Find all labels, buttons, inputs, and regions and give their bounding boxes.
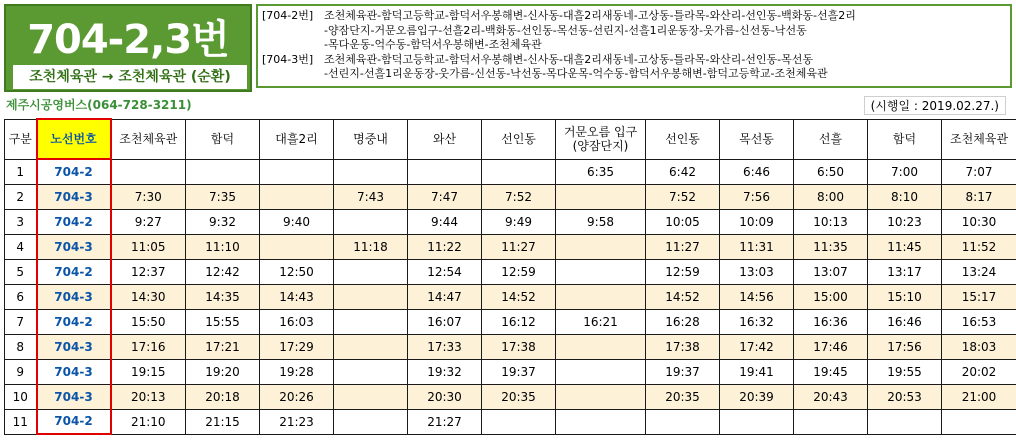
departure-time-cell: 17:42 (720, 334, 794, 359)
route-number-cell: 704-3 (37, 234, 111, 259)
departure-time-cell: 20:30 (408, 384, 482, 409)
col-header-stop: 선인동 (482, 119, 556, 159)
col-header-stop: 대흘2리 (260, 119, 334, 159)
departure-time-cell (556, 334, 646, 359)
route-stops-line: -양잠단지-거문오름입구-선흘2리-백화동-선인동-목선동-선린지-선흘1리운동장-웃가름-신선동-낙선동 (324, 23, 807, 37)
departure-time-cell: 12:59 (482, 259, 556, 284)
departure-time-cell: 13:03 (720, 259, 794, 284)
departure-time-cell: 6:46 (720, 159, 794, 184)
route-title-box (4, 4, 252, 92)
departure-time-cell (334, 159, 408, 184)
departure-time-cell (260, 159, 334, 184)
departure-time-cell (334, 409, 408, 434)
departure-time-cell: 15:00 (794, 284, 868, 309)
departure-time-cell (794, 409, 868, 434)
departure-time-cell: 16:28 (646, 309, 720, 334)
departure-time-cell: 14:47 (408, 284, 482, 309)
table-row (5, 284, 1016, 309)
departure-time-cell (334, 209, 408, 234)
departure-time-cell: 17:21 (186, 334, 260, 359)
departure-time-cell: 11:22 (408, 234, 482, 259)
departure-time-cell: 14:35 (186, 284, 260, 309)
departure-time-cell: 14:43 (260, 284, 334, 309)
departure-time-cell: 8:10 (868, 184, 942, 209)
row-index: 7 (5, 309, 37, 334)
departure-time-cell: 17:56 (868, 334, 942, 359)
departure-time-cell: 15:50 (111, 309, 186, 334)
departure-time-cell: 9:44 (408, 209, 482, 234)
col-header-stop: 명중내 (334, 119, 408, 159)
departure-time-cell (556, 184, 646, 209)
departure-time-cell: 10:05 (646, 209, 720, 234)
departure-time-cell (556, 359, 646, 384)
departure-time-cell: 12:50 (260, 259, 334, 284)
departure-time-cell: 9:32 (186, 209, 260, 234)
departure-time-cell: 16:53 (942, 309, 1016, 334)
departure-time-cell: 11:31 (720, 234, 794, 259)
col-header-stop: 함덕 (186, 119, 260, 159)
departure-time-cell: 12:42 (186, 259, 260, 284)
departure-time-cell: 9:58 (556, 209, 646, 234)
row-index: 2 (5, 184, 37, 209)
departure-time-cell (942, 409, 1016, 434)
departure-time-cell: 11:52 (942, 234, 1016, 259)
departure-time-cell: 19:37 (646, 359, 720, 384)
departure-time-cell: 7:52 (646, 184, 720, 209)
row-index: 10 (5, 384, 37, 409)
departure-time-cell: 17:33 (408, 334, 482, 359)
departure-time-cell: 17:46 (794, 334, 868, 359)
bus-company: 제주시공영버스(064-728-3211) (6, 98, 192, 112)
departure-time-cell: 21:00 (942, 384, 1016, 409)
departure-time-cell: 11:10 (186, 234, 260, 259)
departure-time-cell: 21:27 (408, 409, 482, 434)
table-row (5, 259, 1016, 284)
departure-time-cell (334, 309, 408, 334)
departure-time-cell: 14:52 (482, 284, 556, 309)
departure-time-cell: 7:35 (186, 184, 260, 209)
departure-time-cell (556, 259, 646, 284)
departure-time-cell: 20:43 (794, 384, 868, 409)
departure-time-cell: 20:26 (260, 384, 334, 409)
departure-time-cell: 14:56 (720, 284, 794, 309)
row-index: 3 (5, 209, 37, 234)
departure-time-cell: 13:24 (942, 259, 1016, 284)
col-header-stop-line: 거문오름 입구 (563, 125, 638, 139)
table-row (5, 409, 1016, 434)
departure-time-cell: 11:45 (868, 234, 942, 259)
row-index: 5 (5, 259, 37, 284)
route-stops-line: -선린지-선흘1리운동장-웃가름-신선동-낙선동-목다운목-억수동-함덕서우봉해변-함덕고등학교-조천체육관 (324, 67, 828, 80)
departure-time-cell: 7:47 (408, 184, 482, 209)
departure-time-cell: 16:12 (482, 309, 556, 334)
departure-time-cell: 7:56 (720, 184, 794, 209)
departure-time-cell: 8:00 (794, 184, 868, 209)
departure-time-cell: 20:02 (942, 359, 1016, 384)
departure-time-cell: 19:37 (482, 359, 556, 384)
col-header-idx: 구분 (5, 119, 37, 159)
departure-time-cell: 16:36 (794, 309, 868, 334)
route-stops-line: 조천체육관-함덕고등학교-함덕서우봉해변-신사동-대흘2리새동네-고상동-틀라목-와산리-선인동-목선동 (324, 52, 814, 66)
table-row (5, 234, 1016, 259)
effective-date: (시행일 : 2019.02.27.) (864, 96, 1006, 115)
departure-time-cell: 15:55 (186, 309, 260, 334)
departure-time-cell (408, 159, 482, 184)
departure-time-cell (556, 409, 646, 434)
route-number-cell: 704-3 (37, 384, 111, 409)
departure-time-cell: 19:20 (186, 359, 260, 384)
route-704-2-info (262, 9, 1006, 53)
route-stops (324, 53, 1006, 82)
col-header-stop: 조천체육관 (111, 119, 186, 159)
departure-time-cell: 13:17 (868, 259, 942, 284)
departure-time-cell: 16:21 (556, 309, 646, 334)
route-number-cell: 704-3 (37, 334, 111, 359)
departure-time-cell: 17:16 (111, 334, 186, 359)
departure-time-cell (334, 259, 408, 284)
departure-time-cell: 20:35 (646, 384, 720, 409)
departure-time-cell: 20:18 (186, 384, 260, 409)
col-header-stop: 목선동 (720, 119, 794, 159)
departure-time-cell: 16:03 (260, 309, 334, 334)
table-row (5, 384, 1016, 409)
departure-time-cell: 14:52 (646, 284, 720, 309)
departure-time-cell: 10:23 (868, 209, 942, 234)
departure-time-cell: 9:49 (482, 209, 556, 234)
route-stops-line: 조천체육관-함덕고등학교-함덕서우봉해변-신사동-대흘2리새동네-고상동-틀라목-와산리-선인동-백화동-선흘2리 (324, 9, 856, 22)
departure-time-cell: 20:53 (868, 384, 942, 409)
departure-time-cell: 19:55 (868, 359, 942, 384)
col-header-stop (556, 119, 646, 159)
departure-time-cell: 6:42 (646, 159, 720, 184)
timetable-body (5, 159, 1016, 434)
departure-time-cell (334, 359, 408, 384)
departure-time-cell: 16:07 (408, 309, 482, 334)
departure-time-cell (720, 409, 794, 434)
departure-time-cell: 15:17 (942, 284, 1016, 309)
departure-time-cell: 18:03 (942, 334, 1016, 359)
timetable (4, 118, 1016, 435)
departure-time-cell: 21:23 (260, 409, 334, 434)
departure-time-cell: 11:05 (111, 234, 186, 259)
row-index: 6 (5, 284, 37, 309)
departure-time-cell: 11:35 (794, 234, 868, 259)
table-row (5, 359, 1016, 384)
route-stops (324, 9, 1006, 53)
departure-time-cell: 9:40 (260, 209, 334, 234)
departure-time-cell: 7:43 (334, 184, 408, 209)
departure-time-cell (334, 384, 408, 409)
departure-time-cell: 16:46 (868, 309, 942, 334)
departure-time-cell (556, 384, 646, 409)
departure-time-cell: 16:32 (720, 309, 794, 334)
departure-time-cell (186, 159, 260, 184)
departure-time-cell: 12:59 (646, 259, 720, 284)
table-row (5, 184, 1016, 209)
departure-time-cell: 11:27 (646, 234, 720, 259)
col-header-stop: 와산 (408, 119, 482, 159)
departure-time-cell: 20:39 (720, 384, 794, 409)
departure-time-cell: 6:35 (556, 159, 646, 184)
row-index: 11 (5, 409, 37, 434)
departure-time-cell: 7:00 (868, 159, 942, 184)
departure-time-cell: 8:17 (942, 184, 1016, 209)
departure-time-cell: 6:50 (794, 159, 868, 184)
departure-time-cell (334, 334, 408, 359)
departure-time-cell: 20:13 (111, 384, 186, 409)
row-index: 1 (5, 159, 37, 184)
departure-time-cell: 11:27 (482, 234, 556, 259)
departure-time-cell (482, 159, 556, 184)
departure-time-cell: 12:37 (111, 259, 186, 284)
col-header-stop: 선인동 (646, 119, 720, 159)
table-header-row (5, 119, 1016, 159)
departure-time-cell: 19:15 (111, 359, 186, 384)
departure-time-cell: 20:35 (482, 384, 556, 409)
route-number-cell: 704-2 (37, 159, 111, 184)
col-header-route: 노선번호 (37, 119, 111, 159)
departure-time-cell: 7:30 (111, 184, 186, 209)
departure-time-cell: 21:10 (111, 409, 186, 434)
route-stop-description (256, 4, 1012, 88)
departure-time-cell: 17:29 (260, 334, 334, 359)
departure-time-cell: 19:32 (408, 359, 482, 384)
row-index: 8 (5, 334, 37, 359)
departure-time-cell (556, 284, 646, 309)
row-index: 9 (5, 359, 37, 384)
departure-time-cell (646, 409, 720, 434)
departure-time-cell: 15:10 (868, 284, 942, 309)
departure-time-cell: 21:15 (186, 409, 260, 434)
route-number-cell: 704-3 (37, 359, 111, 384)
departure-time-cell: 19:28 (260, 359, 334, 384)
departure-time-cell (556, 234, 646, 259)
departure-time-cell: 10:13 (794, 209, 868, 234)
col-header-stop: 선흘 (794, 119, 868, 159)
departure-time-cell: 19:41 (720, 359, 794, 384)
route-number-cell: 704-2 (37, 259, 111, 284)
table-row (5, 309, 1016, 334)
col-header-stop-line: (양잠단지) (572, 139, 629, 153)
departure-time-cell: 17:38 (646, 334, 720, 359)
col-header-stop: 조천체육관 (942, 119, 1016, 159)
departure-time-cell (334, 284, 408, 309)
departure-time-cell: 12:54 (408, 259, 482, 284)
route-number-title: 704-2,3번 (27, 17, 229, 63)
route-stops-line: -목다운동-억수동-함덕서우봉해변-조천체육관 (324, 38, 542, 51)
route-tag: [704-3번] (262, 52, 314, 66)
route-direction: 조천체육관 → 조천체육관 (순환) (12, 64, 248, 90)
departure-time-cell: 19:45 (794, 359, 868, 384)
departure-time-cell (111, 159, 186, 184)
table-row (5, 334, 1016, 359)
route-tag: [704-2번] (262, 9, 314, 22)
departure-time-cell (260, 234, 334, 259)
departure-time-cell: 9:27 (111, 209, 186, 234)
route-number-cell: 704-3 (37, 284, 111, 309)
table-row (5, 159, 1016, 184)
route-number-cell: 704-2 (37, 209, 111, 234)
route-number-cell: 704-2 (37, 309, 111, 334)
row-index: 4 (5, 234, 37, 259)
departure-time-cell: 7:07 (942, 159, 1016, 184)
departure-time-cell: 13:07 (794, 259, 868, 284)
departure-time-cell: 11:18 (334, 234, 408, 259)
departure-time-cell (482, 409, 556, 434)
departure-time-cell: 10:09 (720, 209, 794, 234)
departure-time-cell (868, 409, 942, 434)
departure-time-cell (260, 184, 334, 209)
departure-time-cell: 7:52 (482, 184, 556, 209)
departure-time-cell: 17:38 (482, 334, 556, 359)
departure-time-cell: 14:30 (111, 284, 186, 309)
route-number-cell: 704-3 (37, 184, 111, 209)
route-number-cell: 704-2 (37, 409, 111, 434)
departure-time-cell: 10:30 (942, 209, 1016, 234)
col-header-stop: 함덕 (868, 119, 942, 159)
table-row (5, 209, 1016, 234)
route-704-3-info (262, 53, 1006, 82)
